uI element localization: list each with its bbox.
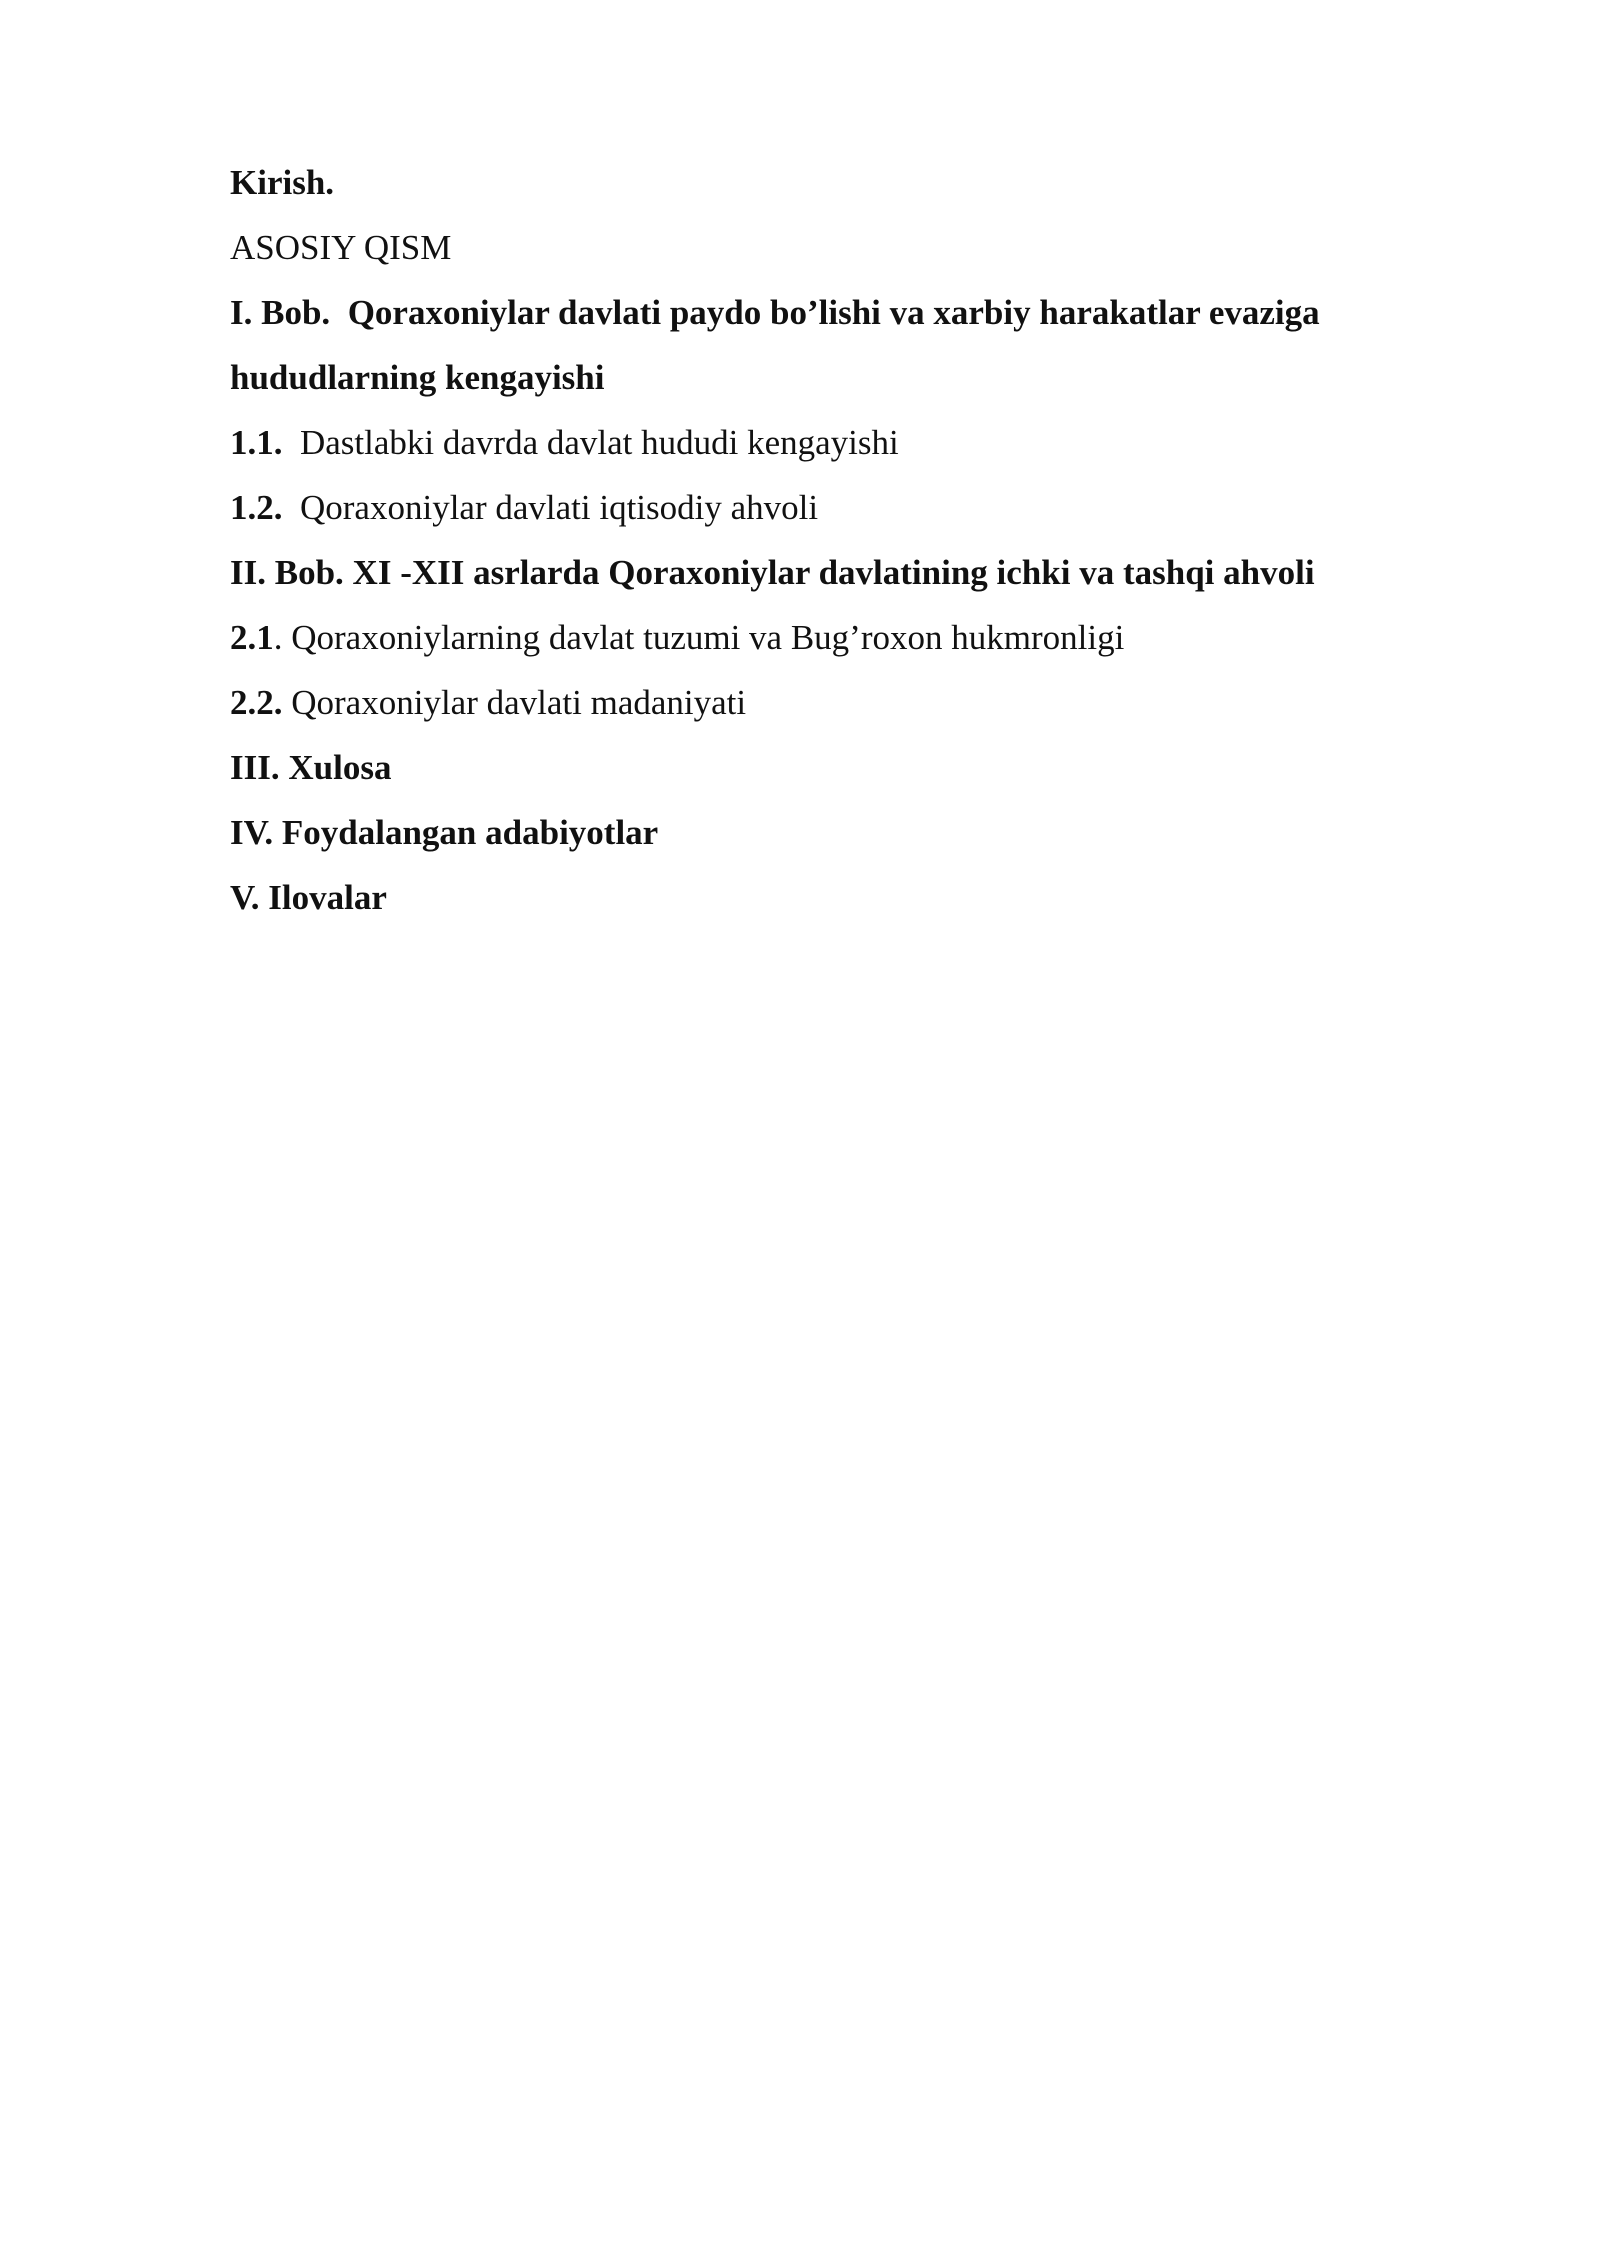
toc-references: IV. Foydalangan adabiyotlar (230, 813, 659, 852)
toc-section-2-1-title: . Qoraxoniylarning davlat tuzumi va Bug’roxon hukmronligi (273, 618, 1125, 657)
toc-chapter-1 (230, 280, 1430, 410)
toc-main-part (230, 215, 1430, 280)
toc-chapter-2: II. Bob. XI -XII asrlarda Qoraxoniylar davlatining ichki va tashqi ahvoli (230, 553, 1315, 592)
toc-section-2-2-title: Qoraxoniylar davlati madaniyati (291, 683, 747, 722)
toc-section-1-2-title: Qoraxoniylar davlati iqtisodiy ahvoli (300, 488, 819, 527)
toc-introduction: Kirish. (230, 163, 335, 202)
toc-section-2-2 (230, 670, 1430, 735)
toc-chapter-1-title: Qoraxoniylar davlati paydo bo’lishi va xarbiy harakatlar evaziga hududlarning kengayishi (230, 293, 1320, 397)
toc-appendices: V. Ilovalar (230, 878, 387, 917)
toc-section-1-1 (230, 410, 1430, 475)
toc-conclusion: III. Xulosa (230, 748, 392, 787)
toc-section-1-1-title: Dastlabki davrda davlat hududi kengayishi (300, 423, 899, 462)
toc-chapter-1-number: I. Bob. (230, 293, 331, 332)
toc-section-1-1-number: 1.1. (230, 423, 283, 462)
table-of-contents (230, 150, 1430, 930)
toc-section-2-1 (230, 605, 1430, 670)
toc-section-2-1-number: 2.1 (230, 618, 274, 657)
toc-section-2-2-number: 2.2. (230, 683, 283, 722)
toc-main-part-label: ASOSIY QISM (230, 228, 452, 267)
toc-section-1-2-number: 1.2. (230, 488, 283, 527)
toc-section-1-2 (230, 475, 1430, 540)
